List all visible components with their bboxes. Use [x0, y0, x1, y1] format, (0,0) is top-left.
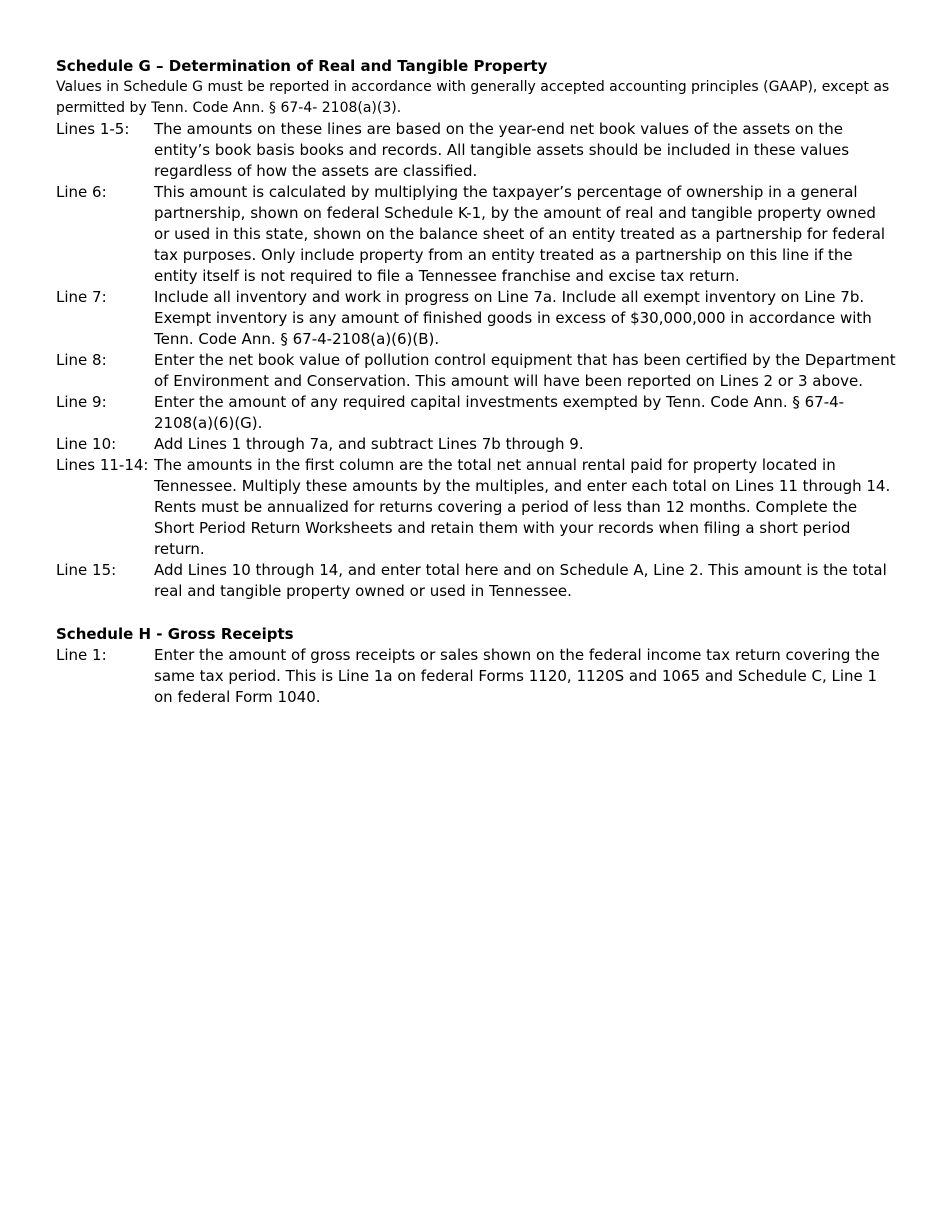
document-page	[56, 56, 896, 708]
section-spacer	[56, 602, 896, 624]
entry-label: Lines 11-14:	[56, 456, 149, 474]
schedule-g-entry-lines-11-14	[56, 455, 896, 560]
entry-label: Lines 1-5:	[56, 120, 130, 138]
entry-text: The amounts on these lines are based on the year-end net book values of the assets on the entity’s book basis books and records. All tangible assets should be included in these values regardless of how the assets are classified.	[154, 120, 850, 180]
schedule-g-intro: Values in Schedule G must be reported in accordance with generally accepted accounting principles (GAAP), except as permitted by Tenn. Code Ann. § 67-4- 2108(a)(3).	[56, 79, 890, 116]
entry-label: Line 10:	[56, 435, 117, 453]
entry-label: Line 6:	[56, 183, 107, 201]
schedule-g-entry-line-6	[56, 182, 896, 287]
entry-label: Line 8:	[56, 351, 107, 369]
schedule-h-title: Schedule H - Gross Receipts	[56, 625, 294, 643]
schedule-g-entry-lines-1-5	[56, 119, 896, 182]
schedule-g-entry-line-15	[56, 560, 896, 602]
entry-text: This amount is calculated by multiplying the taxpayer’s percentage of ownership in a general partnership, shown on federal Schedule K-1, by the amount of real and tangible property owned or used in this state, shown on the balance sheet of an entity treated as a partnership for federal tax purposes. Only include property from an entity treated as a partnership on this line if the entity itself is not required to file a Tennessee franchise and excise tax return.	[154, 183, 886, 285]
entry-text: Add Lines 10 through 14, and enter total here and on Schedule A, Line 2. This amount is the total real and tangible property owned or used in Tennessee.	[154, 561, 887, 600]
schedule-g-section	[56, 56, 896, 602]
schedule-h-section	[56, 624, 896, 708]
entry-label: Line 15:	[56, 561, 117, 579]
schedule-g-entry-line-7	[56, 287, 896, 350]
schedule-g-entry-line-9	[56, 392, 896, 434]
schedule-g-entry-line-10	[56, 434, 896, 455]
schedule-g-entry-line-8	[56, 350, 896, 392]
schedule-h-entry-line-1	[56, 645, 896, 708]
entry-text: Enter the amount of gross receipts or sales shown on the federal income tax return covering the same tax period. This is Line 1a on federal Forms 1120, 1120S and 1065 and Schedule C, Line 1 on federal Form 1040.	[154, 646, 880, 706]
entry-text: Enter the net book value of pollution control equipment that has been certified by the Department of Environment and Conservation. This amount will have been reported on Lines 2 or 3 above.	[154, 351, 896, 390]
entry-label: Line 1:	[56, 646, 107, 664]
entry-label: Line 9:	[56, 393, 107, 411]
entry-text: Add Lines 1 through 7a, and subtract Lines 7b through 9.	[154, 435, 584, 453]
entry-label: Line 7:	[56, 288, 107, 306]
entry-text: The amounts in the first column are the total net annual rental paid for property located in Tennessee. Multiply these amounts by the multiples, and enter each total on Lines 11 through 14. Rents must be annualized for returns covering a period of less than 12 months. Complete the Short Period Return Worksheets and retain them with your records when filing a short period return.	[154, 456, 891, 558]
schedule-g-title: Schedule G – Determination of Real and Tangible Property	[56, 57, 548, 75]
entry-text: Include all inventory and work in progress on Line 7a. Include all exempt inventory on Line 7b. Exempt inventory is any amount of finished goods in excess of $30,000,000 in accordance with Tenn. Code Ann. § 67-4-2108(a)(6)(B).	[154, 288, 872, 348]
entry-text: Enter the amount of any required capital investments exempted by Tenn. Code Ann. § 67-4-2108(a)(6)(G).	[154, 393, 845, 432]
